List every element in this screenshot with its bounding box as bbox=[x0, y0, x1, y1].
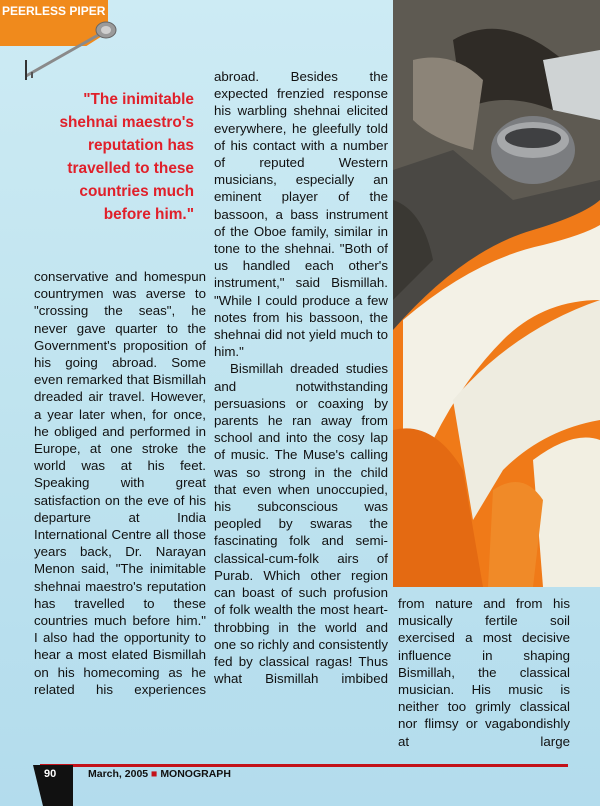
paragraph: conservative and homespun countrymen was averse to "crossing the seas", he never gave quarter to the Government's proposition of his going abroad. Some even remarked that Bismillah dreaded air travel. However, a year later when, for once, he obliged and performed in Europe, at one stroke the world was at his feet. Speaking with great satisfaction on the eve of his departure at India International Centre all those years back, Dr. Narayan Menon said, "The inimitable shehnai maestro's reputation has travelled to these countries much before him." I also had the opportunity to hear a most elated Bismillah on his homecoming as he related his experiences bbox=[34, 269, 206, 697]
body-column-3 bbox=[398, 595, 570, 750]
section-label: PEERLESS PIPER bbox=[2, 4, 106, 18]
footer-rule bbox=[40, 764, 568, 767]
footer-separator: ■ bbox=[151, 768, 158, 780]
photo-illustration bbox=[393, 0, 600, 587]
body-column-2 bbox=[214, 68, 388, 687]
paragraph: from nature and from his musically fertile soil exercised a most decisive influence in shaping Bismillah, the classical musician. His music is neither too grimly classical nor flimsy or vagabondishly at large bbox=[398, 596, 570, 749]
footer-citation bbox=[88, 768, 231, 780]
shehnai-icon bbox=[18, 20, 118, 80]
paragraph: Bismillah dreaded studies and notwithstanding persuasions or coaxing by parents he ran away from school and into the cosy lap of music. The Muse's calling was so strong in the child that even when unoccupied, his subconscious was peopled by swaras the fascinating folk and semi-classical-cum-folk airs of Purab. Which other region can boast of such profusion of folk wealth the most heart-throbbing in the world and one so richly and consistently fed by classical ragas! Thus what Bismillah imbibed bbox=[214, 361, 388, 687]
body-column-1 bbox=[34, 268, 206, 698]
pull-quote: "The inimitable shehnai maestro's reputation has travelled to these countries much before him." bbox=[59, 91, 194, 223]
footer-date: March, 2005 bbox=[88, 768, 149, 780]
flower-garland-photo bbox=[393, 0, 600, 587]
paragraph: abroad. Besides the expected frenzied response his warbling shehnai elicited everywhere, he gleefully told of his contact with a number of reputed Western musicians, especially an eminent player of the bassoon, a bass instrument of the Oboe family, similar in tone to the shehnai. "Both of us handled each other's instrument," said Bismillah. "While I could produce a few notes from his bassoon, the shehnai did not yield much to him." bbox=[214, 69, 388, 360]
page-number: 90 bbox=[44, 768, 57, 780]
footer-publication: MONOGRAPH bbox=[160, 768, 231, 780]
